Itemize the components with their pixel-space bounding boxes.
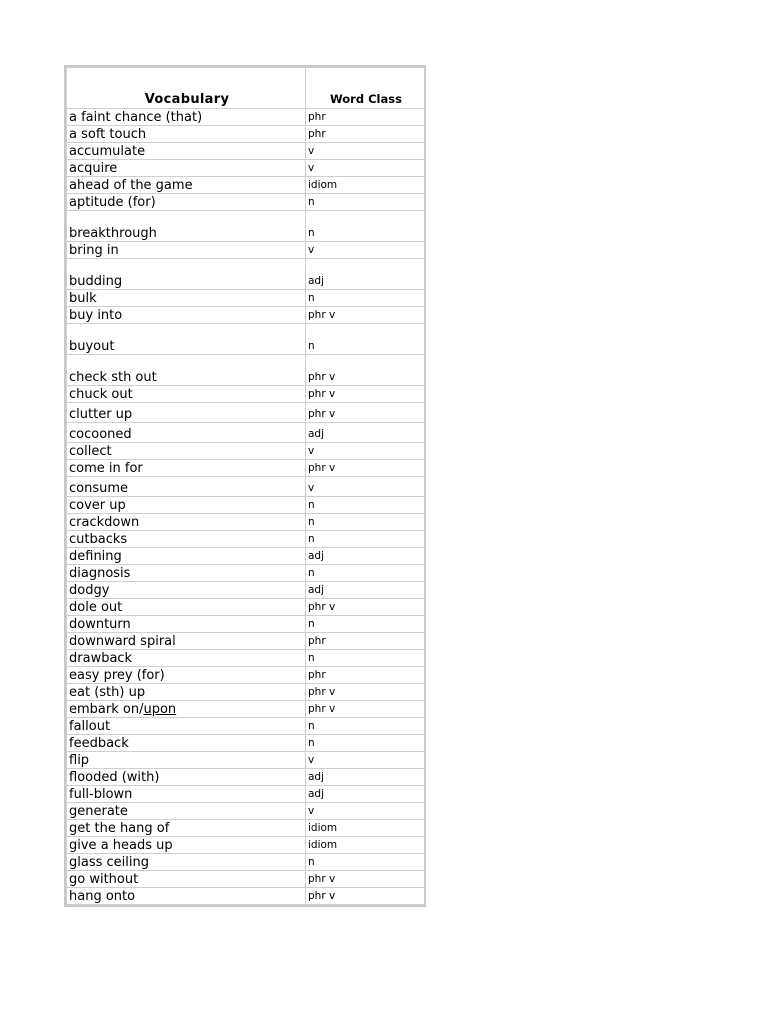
vocabulary-cell [67,667,306,684]
table-row [67,109,425,126]
vocabulary-term: aptitude (for) [69,195,156,210]
table-row [67,355,425,386]
word-class-cell: n [306,497,425,514]
table-row [67,854,425,871]
vocabulary-term: embark on/ [69,702,144,717]
word-class-cell: phr [306,667,425,684]
vocabulary-term: consume [69,481,129,496]
word-class-cell: idiom [306,837,425,854]
table-row [67,403,425,423]
word-class-cell: v [306,143,425,160]
vocabulary-sheet [64,65,426,907]
vocabulary-term: generate [69,804,128,819]
vocabulary-term: cover up [69,498,126,513]
word-class-cell: v [306,160,425,177]
word-class-cell: v [306,752,425,769]
word-class-cell: n [306,854,425,871]
vocabulary-term: bulk [69,291,97,306]
word-class-cell: v [306,803,425,820]
vocabulary-term: check sth out [69,370,157,385]
vocabulary-cell [67,786,306,803]
vocabulary-cell [67,650,306,667]
vocabulary-term: easy prey (for) [69,668,165,683]
vocabulary-term: give a heads up [69,838,173,853]
vocabulary-cell [67,701,306,718]
vocabulary-term: go without [69,872,139,887]
word-class-cell: phr v [306,599,425,616]
table-row [67,837,425,854]
vocabulary-term: hang onto [69,889,136,904]
vocabulary-term: dodgy [69,583,110,598]
word-class-cell: adj [306,786,425,803]
vocabulary-term: acquire [69,161,118,176]
vocabulary-cell [67,497,306,514]
vocabulary-term: buyout [69,339,115,354]
word-class-cell: adj [306,769,425,786]
word-class-cell: phr [306,126,425,143]
table-row [67,582,425,599]
table-row [67,820,425,837]
vocabulary-term: flooded (with) [69,770,160,785]
table-row [67,514,425,531]
header-row [67,68,425,109]
vocabulary-cell [67,531,306,548]
table-row [67,242,425,259]
vocabulary-cell [67,307,306,324]
table-row [67,143,425,160]
table-row [67,460,425,477]
vocabulary-table [66,67,425,905]
vocabulary-cell [67,514,306,531]
vocabulary-cell [67,888,306,905]
word-class-cell: n [306,290,425,307]
table-row [67,803,425,820]
word-class-cell: n [306,735,425,752]
word-class-cell: n [306,211,425,242]
word-class-cell: phr v [306,888,425,905]
word-class-cell: idiom [306,177,425,194]
vocabulary-term: crackdown [69,515,140,530]
word-class-cell: phr v [306,701,425,718]
word-class-cell: n [306,650,425,667]
vocabulary-cell [67,854,306,871]
vocabulary-term: accumulate [69,144,146,159]
vocabulary-cell [67,820,306,837]
vocabulary-cell [67,259,306,290]
vocabulary-cell [67,803,306,820]
vocabulary-cell [67,177,306,194]
word-class-cell: n [306,514,425,531]
vocabulary-term: a faint chance (that) [69,110,203,125]
table-row [67,477,425,497]
table-row [67,752,425,769]
vocabulary-cell [67,633,306,650]
word-class-cell: adj [306,548,425,565]
table-row [67,194,425,211]
table-row [67,386,425,403]
word-class-header: Word Class [306,68,425,109]
word-class-cell: v [306,242,425,259]
vocabulary-term: budding [69,274,123,289]
word-class-cell: n [306,531,425,548]
vocabulary-term: dole out [69,600,123,615]
word-class-cell: n [306,718,425,735]
table-row [67,307,425,324]
vocabulary-term: collect [69,444,112,459]
word-class-cell: adj [306,259,425,290]
word-class-cell: n [306,194,425,211]
vocabulary-term: chuck out [69,387,133,402]
table-row [67,667,425,684]
table-row [67,565,425,582]
vocabulary-term: bring in [69,243,119,258]
table-row [67,701,425,718]
vocabulary-cell [67,143,306,160]
vocabulary-term: defining [69,549,122,564]
vocabulary-cell [67,160,306,177]
vocabulary-term: drawback [69,651,133,666]
table-row [67,599,425,616]
vocabulary-term: fallout [69,719,111,734]
word-class-cell: phr [306,109,425,126]
vocabulary-cell [67,837,306,854]
word-class-cell: n [306,324,425,355]
vocabulary-cell [67,477,306,497]
table-row [67,735,425,752]
vocabulary-term: feedback [69,736,129,751]
table-row [67,177,425,194]
vocabulary-term-underlined: upon [143,702,177,717]
word-class-cell: v [306,443,425,460]
word-class-cell: adj [306,582,425,599]
table-row [67,888,425,905]
vocabulary-cell [67,548,306,565]
vocabulary-cell [67,565,306,582]
vocabulary-cell [67,403,306,423]
table-row [67,211,425,242]
vocabulary-header: Vocabulary [67,68,306,109]
vocabulary-cell [67,355,306,386]
vocabulary-cell [67,769,306,786]
vocabulary-cell [67,290,306,307]
vocabulary-term: cutbacks [69,532,128,547]
table-row [67,160,425,177]
table-row [67,497,425,514]
vocabulary-term: get the hang of [69,821,170,836]
vocabulary-cell [67,423,306,443]
word-class-cell: v [306,477,425,497]
vocabulary-cell [67,684,306,701]
table-row [67,423,425,443]
table-row [67,786,425,803]
word-class-cell: phr v [306,403,425,423]
table-row [67,650,425,667]
vocabulary-cell [67,582,306,599]
word-class-cell: phr v [306,684,425,701]
vocabulary-term: clutter up [69,407,133,422]
vocabulary-cell [67,324,306,355]
vocabulary-term: cocooned [69,427,132,442]
table-row [67,616,425,633]
vocabulary-term: a soft touch [69,127,147,142]
vocabulary-term: buy into [69,308,123,323]
vocabulary-term: come in for [69,461,143,476]
table-row [67,126,425,143]
vocabulary-term: downward spiral [69,634,176,649]
vocabulary-cell [67,735,306,752]
word-class-cell: adj [306,423,425,443]
vocabulary-cell [67,871,306,888]
vocabulary-term: full-blown [69,787,133,802]
word-class-cell: phr v [306,460,425,477]
vocabulary-cell [67,211,306,242]
vocabulary-cell [67,386,306,403]
vocabulary-term: diagnosis [69,566,131,581]
vocabulary-cell [67,752,306,769]
table-row [67,684,425,701]
word-class-cell: phr [306,633,425,650]
table-row [67,443,425,460]
table-row [67,633,425,650]
vocabulary-cell [67,443,306,460]
vocabulary-term: ahead of the game [69,178,193,193]
vocabulary-cell [67,460,306,477]
word-class-cell: phr v [306,355,425,386]
word-class-cell: phr v [306,386,425,403]
table-row [67,871,425,888]
table-row [67,718,425,735]
table-row [67,290,425,307]
vocabulary-cell [67,599,306,616]
word-class-cell: n [306,616,425,633]
table-row [67,548,425,565]
vocabulary-term: downturn [69,617,131,632]
vocabulary-cell [67,194,306,211]
table-row [67,531,425,548]
vocabulary-cell [67,616,306,633]
vocabulary-cell [67,109,306,126]
vocabulary-term: flip [69,753,90,768]
vocabulary-term: eat (sth) up [69,685,146,700]
vocabulary-term: breakthrough [69,226,157,241]
vocabulary-term: glass ceiling [69,855,149,870]
vocabulary-cell [67,718,306,735]
table-row [67,769,425,786]
vocabulary-cell [67,126,306,143]
word-class-cell: phr v [306,871,425,888]
vocabulary-cell [67,242,306,259]
word-class-cell: n [306,565,425,582]
word-class-cell: idiom [306,820,425,837]
word-class-cell: phr v [306,307,425,324]
table-row [67,324,425,355]
table-row [67,259,425,290]
